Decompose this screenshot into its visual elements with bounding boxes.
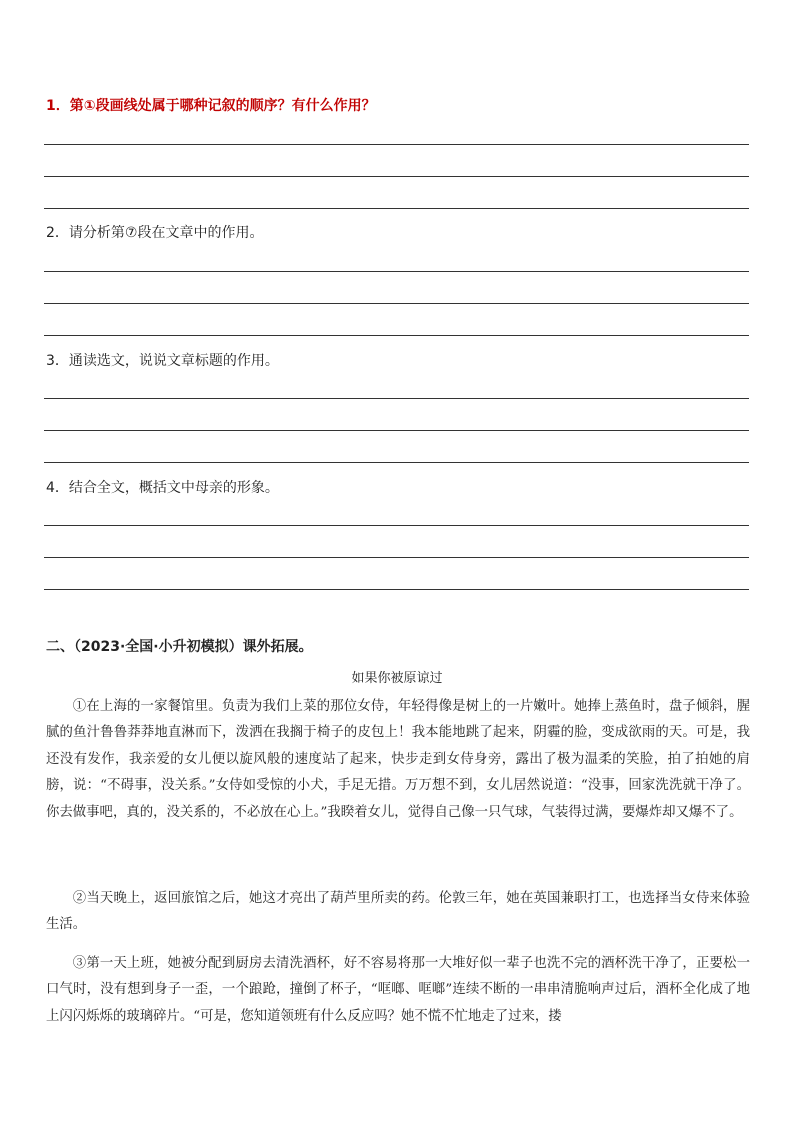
answer-line <box>44 144 749 145</box>
answer-line <box>44 430 749 431</box>
article-paragraph: ①在上海的一家餐馆里。负责为我们上菜的那位女侍，年轻得像是树上的一片嫩叶。她捧上蒸鱼时，盘子倾斜，腥腻的鱼汁鲁鲁莽莽地直淋而下，泼洒在我搁于椅子的皮包上！我本能地跳了起来，阴霾的脸，变成欲雨的天。可是，我还没有发作，我亲爱的女儿便以旋风般的速度站了起来，快步走到女侍身旁，露出了极为温柔的笑脸，拍了拍她的肩膀，说：“不碍事，没关系。”女侍如受惊的小犬，手足无措。万万想不到，女儿居然说道：“没事，回家洗洗就干净了。你去做事吧，真的，没关系的，不必放在心上。”我睽着女儿，觉得自己像一只气球，气装得过满，要爆炸却又爆不了。 <box>46 699 750 820</box>
question-3: 3．通读选文，说说文章标题的作用。 <box>46 353 279 369</box>
answer-line <box>44 271 749 272</box>
answer-line <box>44 557 749 558</box>
article-paragraph: ③第一天上班，她被分配到厨房去清洗酒杯，好不容易将那一大堆好似一辈子也洗不完的酒杯洗干净了，正要松一口气时，没有想到身子一歪，一个踉跄，撞倒了杯子，“哐啷、哐啷”连续不断的一串串清脆响声过后，酒杯全化成了地上闪闪烁烁的玻璃碎片。“可是，您知道领班有什么反应吗？她不慌不忙地走了过来，搂 <box>46 956 750 1024</box>
answer-line <box>44 462 749 463</box>
section-heading: 二、（2023·全国·小升初模拟）课外拓展。 <box>46 639 313 655</box>
answer-line <box>44 208 749 209</box>
article-title: 如果你被原谅过 <box>351 671 443 686</box>
answer-line <box>44 589 749 590</box>
answer-line <box>44 176 749 177</box>
answer-line <box>44 303 749 304</box>
answer-line <box>44 525 749 526</box>
answer-line <box>44 335 749 336</box>
answer-line <box>44 398 749 399</box>
question-4: 4．结合全文，概括文中母亲的形象。 <box>46 480 279 496</box>
question-1: 1．第①段画线处属于哪种记叙的顺序？有什么作用？ <box>46 98 376 114</box>
article-paragraph: ②当天晚上，返回旅馆之后，她这才亮出了葫芦里所卖的药。伦敦三年，她在英国兼职打工，也选择当女侍来体验生活。 <box>46 891 750 933</box>
question-2: 2．请分析第⑦段在文章中的作用。 <box>46 225 264 241</box>
